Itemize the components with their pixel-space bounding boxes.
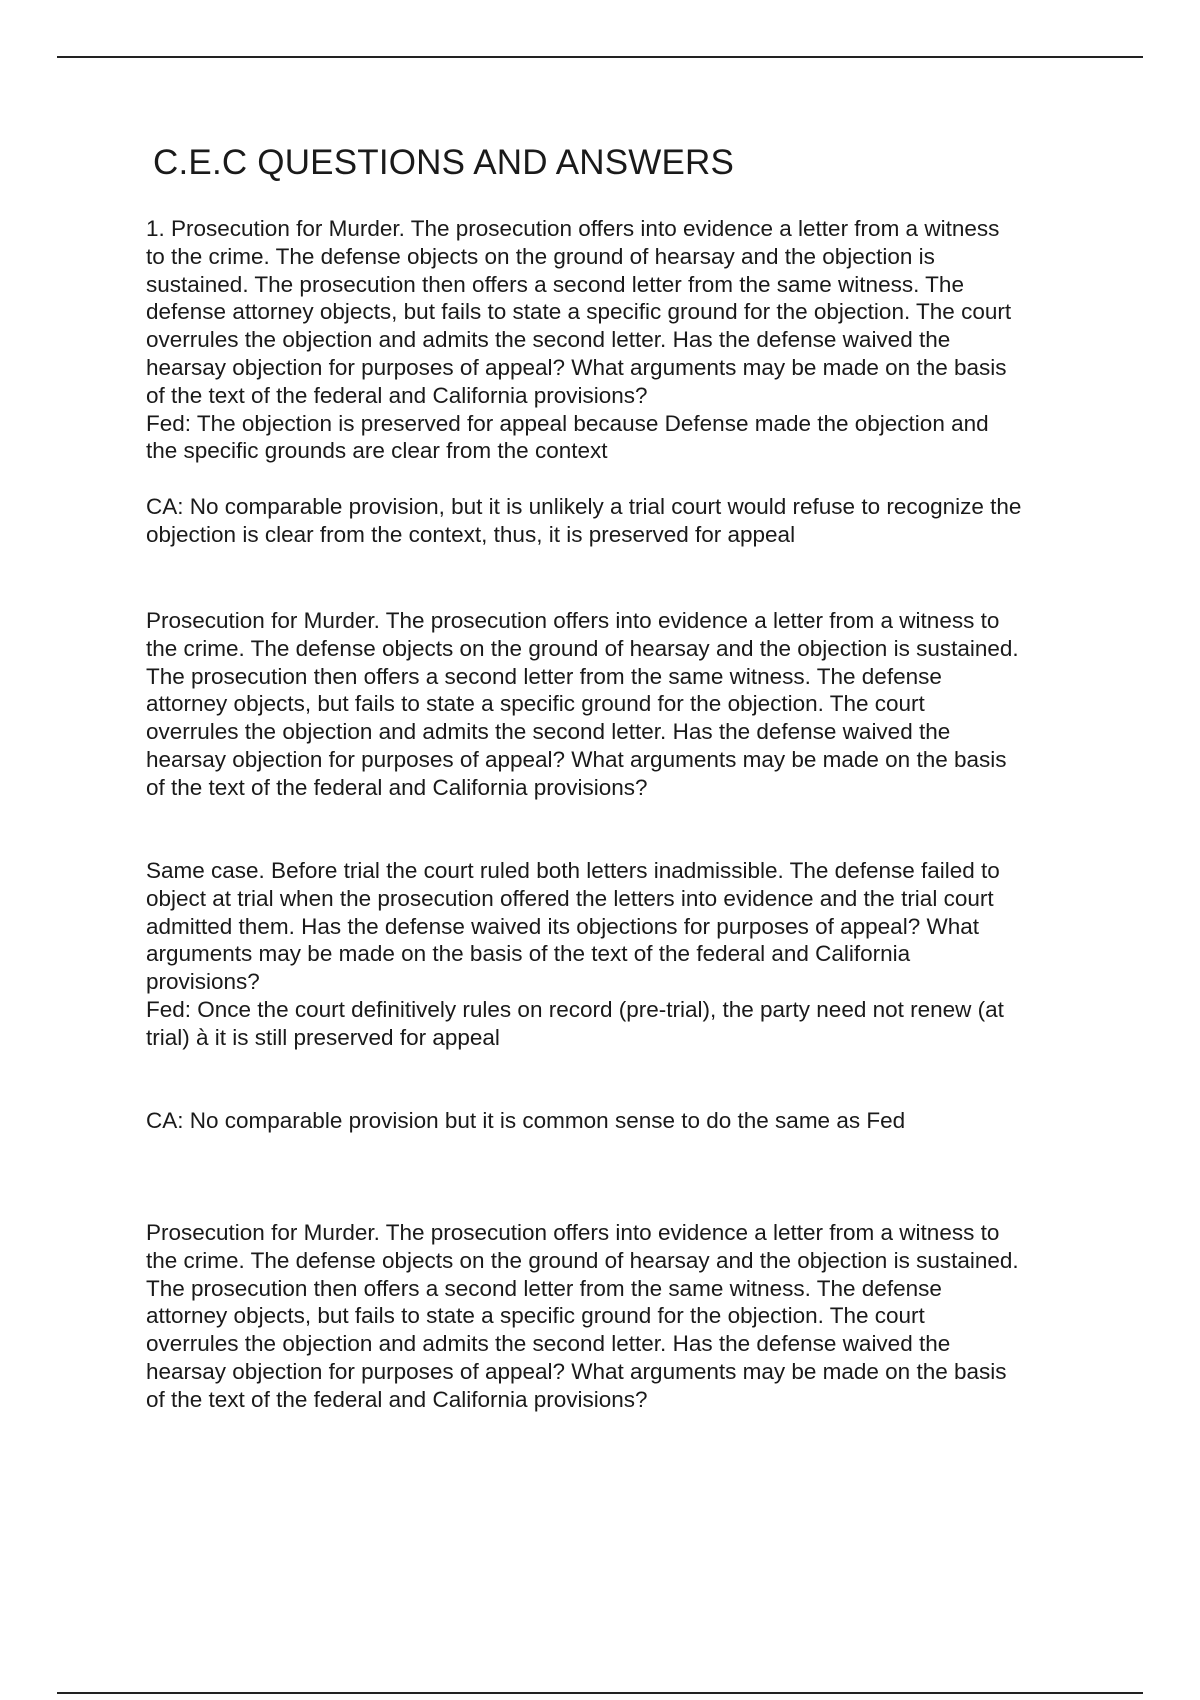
text-line: of the text of the federal and California provisions? — [146, 774, 648, 800]
text-line: trial) à it is still preserved for appeal — [146, 1024, 500, 1050]
text-line: Prosecution for Murder. The prosecution offers into evidence a letter from a witness to — [146, 1220, 1000, 1245]
text-line: sustained. The prosecution then offers a second letter from the same witness. The — [146, 271, 964, 297]
text-line: The prosecution then offers a second letter from the same witness. The defense — [146, 663, 942, 689]
text-line: attorney objects, but fails to state a specific ground for the objection. The court — [146, 691, 925, 717]
text-line: overrules the objection and admits the second letter. Has the defense waived the — [146, 1331, 951, 1357]
text-line: of the text of the federal and California provisions? — [146, 382, 648, 408]
text-line: the crime. The defense objects on the ground of hearsay and the objection is sustained. — [146, 1247, 1019, 1273]
qa-block-3 — [146, 607, 1086, 802]
text-line: attorney objects, but fails to state a specific ground for the objection. The court — [146, 1303, 925, 1329]
document-title: C.E.C QUESTIONS AND ANSWERS — [153, 143, 735, 182]
text-line: objection is clear from the context, thus, it is preserved for appeal — [146, 521, 796, 547]
qa-block-6 — [146, 1219, 1086, 1414]
bottom-rule — [57, 1692, 1143, 1694]
text-line: admitted them. Has the defense waived its objections for purposes of appeal? What — [146, 913, 979, 939]
text-line: Same case. Before trial the court ruled both letters inadmissible. The defense failed to — [146, 858, 1000, 883]
text-line: provisions? — [146, 969, 260, 995]
text-line: Prosecution for Murder. The prosecution offers into evidence a letter from a witness to — [146, 608, 1000, 633]
text-line: overrules the objection and admits the second letter. Has the defense waived the — [146, 719, 951, 745]
text-line: the crime. The defense objects on the ground of hearsay and the objection is sustained. — [146, 635, 1019, 661]
text-line: defense attorney objects, but fails to state a specific ground for the objection. The court — [146, 299, 1012, 325]
text-line: object at trial when the prosecution offered the letters into evidence and the trial court — [146, 885, 994, 911]
text-line: hearsay objection for purposes of appeal? What arguments may be made on the basis — [146, 746, 1007, 772]
text-line: overrules the objection and admits the second letter. Has the defense waived the — [146, 327, 951, 353]
text-line: of the text of the federal and California provisions? — [146, 1386, 648, 1412]
qa-block-5 — [146, 1107, 1086, 1135]
text-line: CA: No comparable provision, but it is unlikely a trial court would refuse to recognize the — [146, 494, 1022, 519]
text-line: Fed: Once the court definitively rules on record (pre-trial), the party need not renew (at — [146, 996, 1004, 1022]
text-line: hearsay objection for purposes of appeal? What arguments may be made on the basis — [146, 1358, 1007, 1384]
qa-block-2 — [146, 493, 1086, 549]
qa-block-1 — [146, 215, 1086, 465]
text-line: 1. Prosecution for Murder. The prosecution offers into evidence a letter from a witness — [146, 216, 1000, 241]
text-line: The prosecution then offers a second letter from the same witness. The defense — [146, 1275, 942, 1301]
text-line: the specific grounds are clear from the context — [146, 438, 608, 464]
text-line: Fed: The objection is preserved for appeal because Defense made the objection and — [146, 410, 989, 436]
text-line: hearsay objection for purposes of appeal? What arguments may be made on the basis — [146, 354, 1007, 380]
qa-block-4 — [146, 857, 1086, 1052]
top-rule — [57, 56, 1143, 58]
text-line: CA: No comparable provision but it is common sense to do the same as Fed — [146, 1108, 906, 1133]
text-line: arguments may be made on the basis of the text of the federal and California — [146, 941, 911, 967]
text-line: to the crime. The defense objects on the ground of hearsay and the objection is — [146, 243, 935, 269]
